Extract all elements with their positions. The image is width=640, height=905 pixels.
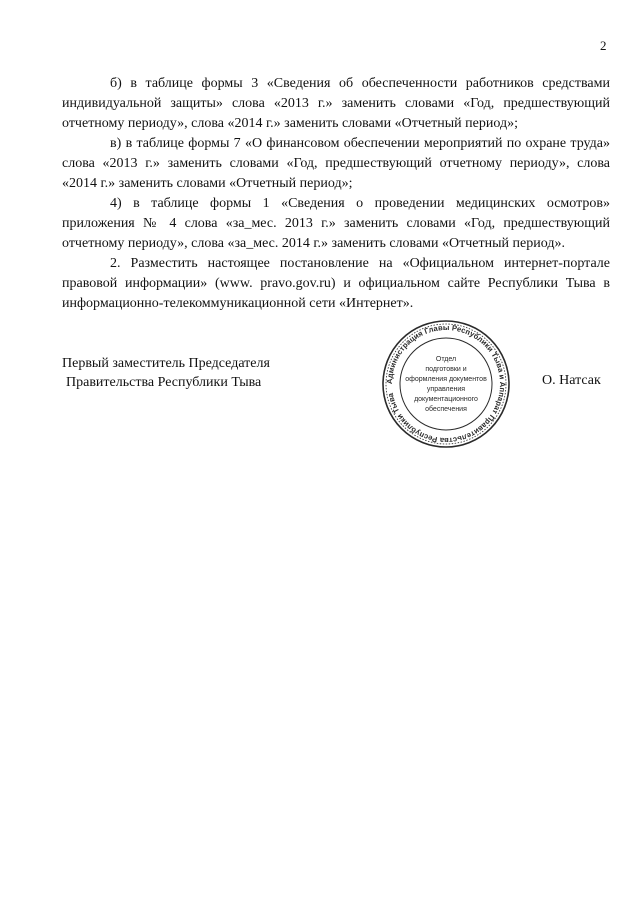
seal-ring-text: Администрация Главы Республики Тыва и Аппарат Правительства Республики Тыва	[384, 322, 508, 446]
signatory-title	[62, 354, 322, 392]
seal-graphic	[380, 318, 512, 450]
svg-text:документационного: документационного	[414, 396, 478, 403]
svg-text:подготовки и: подготовки и	[425, 366, 467, 373]
svg-text:обеспечения: обеспечения	[425, 406, 467, 413]
paragraph-2: 2. Разместить настоящее постановление на «Официальном интернет-портале правовой информации» (www. pravo.gov.ru) и официальном сайте Республики Тыва в информационно-телекоммуникационной сети «Интернет».	[62, 256, 610, 311]
signatory-title-line1: Первый заместитель Председателя	[62, 356, 270, 371]
svg-text:Отдел: Отдел	[435, 356, 457, 363]
paragraph-b: б) в таблице формы 3 «Сведения об обеспеченности работников средствами индивидуальной защиты» слова «2013 г.» заменить словами «Год, предшествующий отчетному периоду», слова «2014 г.» заменить словами «Отчетный период»;	[62, 76, 610, 131]
seal-center-text	[405, 356, 487, 413]
signatory-name: О. Натсак	[542, 373, 601, 388]
svg-text:оформления документов: оформления документов	[405, 376, 487, 383]
page-number: 2	[600, 38, 607, 53]
official-seal	[380, 318, 512, 450]
svg-text:управления: управления	[426, 386, 466, 393]
signatory-title-line2: Правительства Республики Тыва	[66, 375, 262, 390]
document-body	[62, 74, 610, 314]
paragraph-4: 4) в таблице формы 1 «Сведения о проведении медицинских осмотров» приложения № 4 слова «за_мес. 2013 г.» заменить словами «Год, предшествующий отчетному периоду», слова «за_мес. 2014 г.» заменить словами «Отчетный период».	[62, 196, 610, 251]
paragraph-v: в) в таблице формы 7 «О финансовом обеспечении мероприятий по охране труда» слова «2013 г.» заменить словами «Год, предшествующий отчетному периоду», слова «2014 г.» заменить словами «Отчетный период»;	[62, 136, 610, 191]
